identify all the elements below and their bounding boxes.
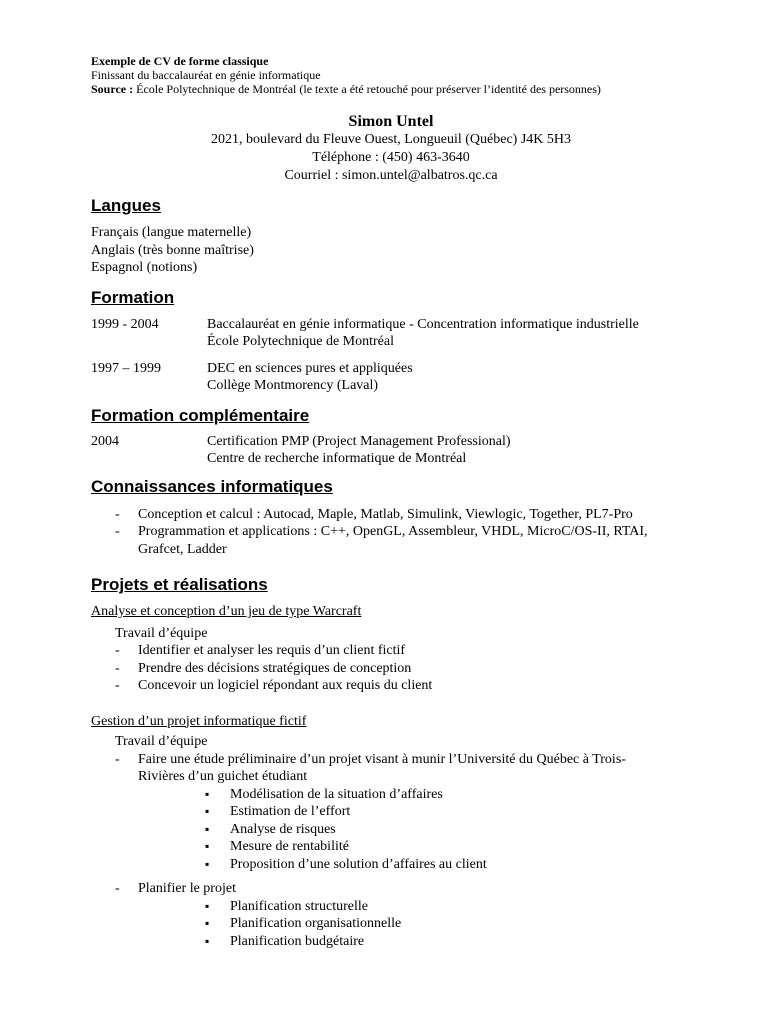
formation-comp-list [91,433,691,468]
project-subtask: ▪ Planification structurelle [91,898,691,916]
formation-list [91,316,691,395]
formation-comp-desc [207,433,691,468]
section-title-connaissances: Connaissances informatiques [91,476,333,496]
langue-item: Français (langue maternelle) [91,225,252,240]
section-title-langues: Langues [91,196,161,215]
document-header [91,54,691,96]
project-task: - Faire une étude préliminaire d’un projet visant à munir l’Université du Québec à Trois-Rivières d’un guichet étudiant [91,751,656,786]
project-task: - Identifier et analyser les requis d’un client fictif [91,642,691,660]
project-subtask-list [91,898,691,951]
person-address: 2021, boulevard du Fleuve Ouest, Longueuil (Québec) J4K 5H3 [210,132,572,147]
project-task-list [91,642,691,695]
project-task-list [91,751,656,786]
formation-desc [207,316,691,351]
project-subtask: ▪ Analyse de risques [91,821,691,839]
certification-org: Centre de recherche informatique de Montréal [207,451,467,466]
project-task-list [91,880,691,898]
header-title: Exemple de CV de forme classique [91,54,269,68]
connaissances-list [91,506,651,559]
project-subtask: ▪ Proposition d’une solution d’affaires au client [91,856,691,874]
section-title-formation: Formation [91,287,175,307]
formation-desc [207,360,691,395]
formation-degree: DEC en sciences pures et appliquées [207,360,413,376]
connaissance-item: - Programmation et applications : C++, OpenGL, Assembleur, VHDL, MicroC/OS-II, RTAI, Grafcet, Ladder [91,523,651,558]
project-task: - Concevoir un logiciel répondant aux requis du client [91,677,691,695]
project-task: - Prendre des décisions stratégiques de conception [91,660,691,678]
header-subtitle: Finissant du baccalauréat en génie informatique [91,68,321,82]
langue-item: Anglais (très bonne maîtrise) [91,242,254,258]
person-phone: Téléphone : (450) 463-3640 [312,150,470,165]
project-team-label: Travail d’équipe [115,625,208,641]
formation-entry [91,360,691,395]
source-label: Source : [91,82,134,96]
cv-document [91,54,691,950]
langue-item: Espagnol (notions) [91,260,198,275]
person-name: Simon Untel [348,113,434,130]
project-subtask: ▪ Modélisation de la situation d’affaires [91,786,691,804]
langues-list [91,224,691,277]
project-team-label: Travail d’équipe [115,734,208,749]
header-source [91,82,691,96]
project-subtask: ▪ Estimation de l’effort [91,803,691,821]
formation-school: Collège Montmorency (Laval) [207,378,379,393]
formation-entry [91,316,691,351]
formation-school: École Polytechnique de Montréal [207,334,394,349]
project-subtask: ▪ Mesure de rentabilité [91,838,691,856]
project-title: Analyse et conception d’un jeu de type Warcraft [91,604,362,619]
formation-comp-date: 2004 [91,433,119,449]
source-text: École Polytechnique de Montréal (le texte a été retouché pour préserver l’identité des personnes) [133,82,601,96]
formation-date: 1999 - 2004 [91,316,159,332]
project-subtask: ▪ Planification organisationnelle [91,915,691,933]
connaissance-item: - Conception et calcul : Autocad, Maple, Matlab, Simulink, Viewlogic, Together, PL7-Pro [91,506,651,524]
certification-name: Certification PMP (Project Management Professional) [207,433,511,449]
project-subtask-list [91,786,691,874]
formation-degree: Baccalauréat en génie informatique - Concentration informatique industrielle [207,316,639,332]
section-title-formation-complementaire: Formation complémentaire [91,405,310,425]
section-title-projets: Projets et réalisations [91,575,268,594]
project-subtask: ▪ Planification budgétaire [91,933,691,951]
person-email: Courriel : simon.untel@albatros.qc.ca [284,168,498,183]
project-task: - Planifier le projet [91,880,691,898]
formation-comp-entry [91,433,691,468]
project-title: Gestion d’un projet informatique fictif [91,713,307,729]
formation-date: 1997 – 1999 [91,360,161,376]
